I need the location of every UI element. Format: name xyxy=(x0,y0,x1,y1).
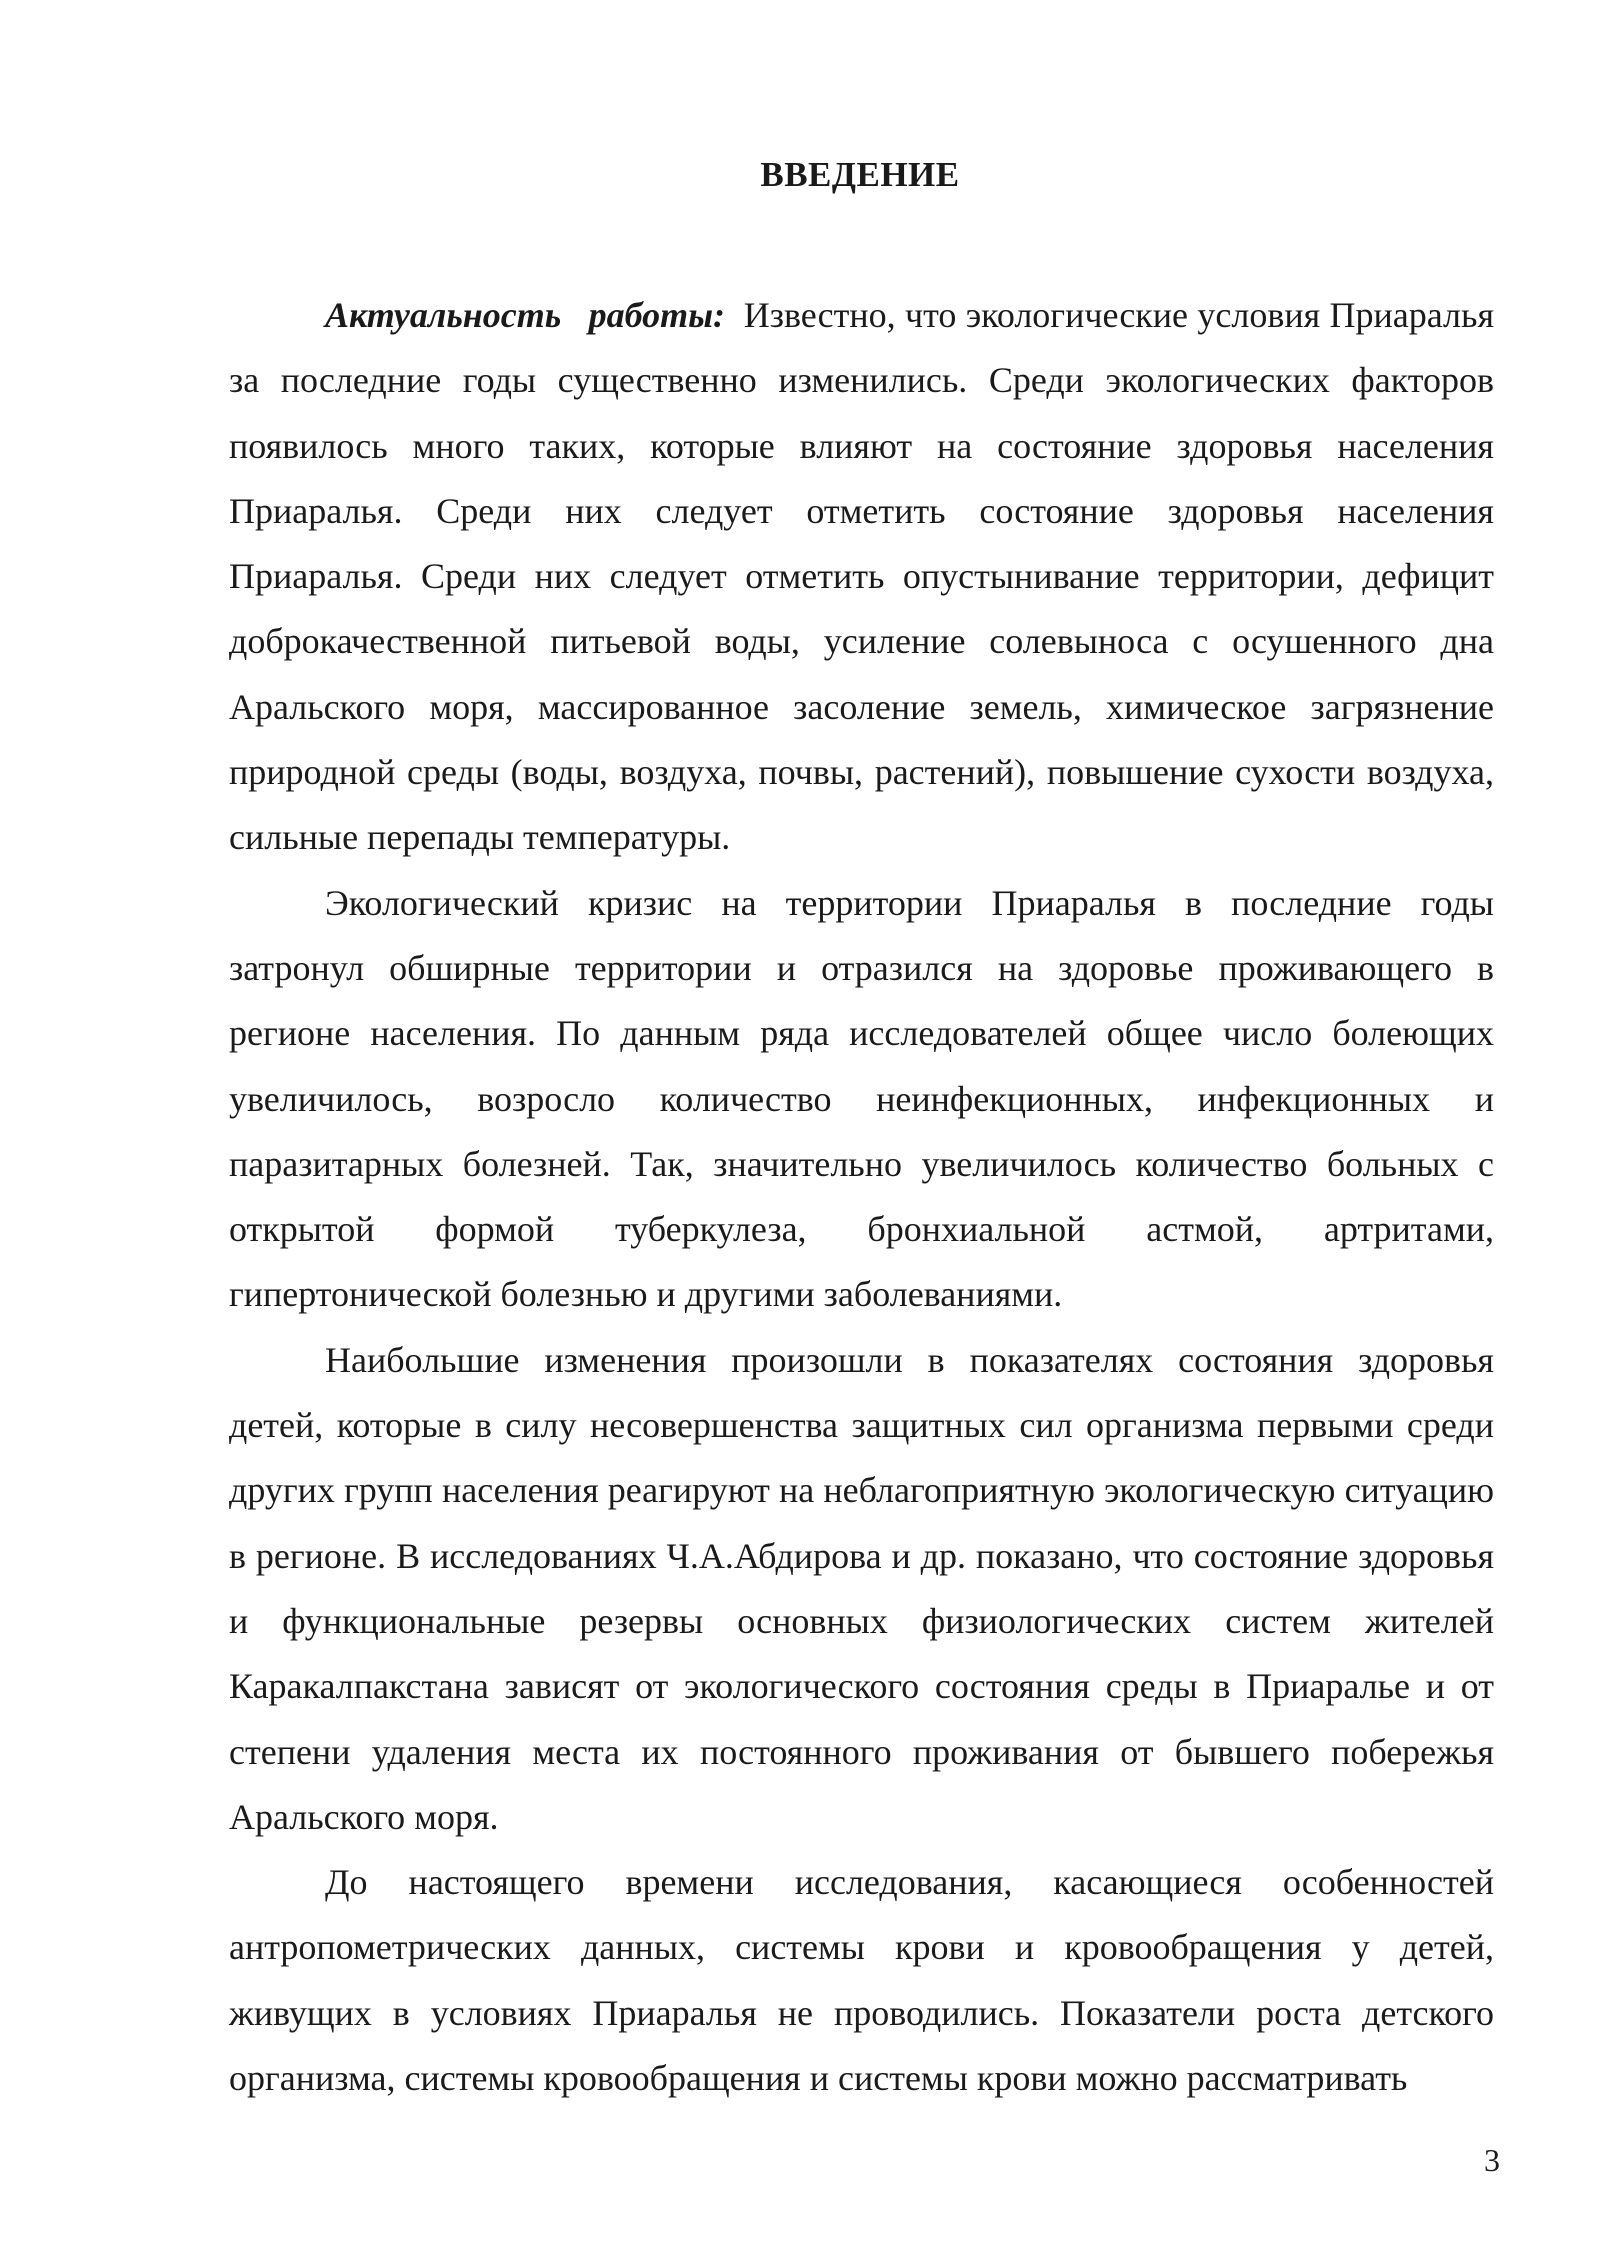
page-title: ВВЕДЕНИЕ xyxy=(760,155,960,194)
paragraph-children-health: Наибольшие изменения произошли в показателях состояния здоровья детей, которые в силу несовершенства защитных сил организма первыми среди других групп населения реагируют на неблагоприятную экологическую ситуацию в регионе. В исследованиях Ч.А.Абдирова и др. показано, что состояние здоровья и функциональные резервы основных физиологических систем жителей Каракалпакстана зависят от экологического состояния среды в Приаралье и от степени удаления места их постоянного проживания от бывшего побережья Аральского моря. xyxy=(229,1339,1494,1837)
paragraph-relevance xyxy=(229,283,1494,871)
page-number: 3 xyxy=(1484,2142,1500,2178)
document-body xyxy=(229,283,1494,2111)
paragraph-research-gap: До настоящего времени исследования, касающиеся особенностей антропометрических данных, системы крови и кровообращения у детей, живущих в условиях Приаралья не проводились. Показатели роста детского организма, системы кровообращения и системы крови можно рассматривать xyxy=(229,1862,1494,2099)
paragraph-ecological-crisis: Экологический кризис на территории Приаралья в последние годы затронул обширные территории и отразился на здоровье проживающего в регионе населения. По данным ряда исследователей общее число болеющих увеличилось, возросло количество неинфекционных, инфекционных и паразитарных болезней. Так, значительно увеличилось количество больных с открытой формой туберкулеза, бронхиальной астмой, артритами, гипертонической болезнью и другими заболеваниями. xyxy=(229,882,1494,1315)
relevance-label: Актуальность работы: xyxy=(325,295,726,335)
paragraph-text: Известно, что экологические условия Приаралья за последние годы существенно изменились. Среди экологических факторов появилось много таких, которые влияют на состояние здоровья населения Приаралья. Среди них следует отметить состояние здоровья населения Приаралья. Среди них следует отметить опустынивание территории, дефицит доброкачественной питьевой воды, усиление солевыноса с осушенного дна Аральского моря, массированное засоление земель, химическое загрязнение природной среды (воды, воздуха, почвы, растений), повышение сухости воздуха, сильные перепады температуры. xyxy=(229,295,1494,858)
